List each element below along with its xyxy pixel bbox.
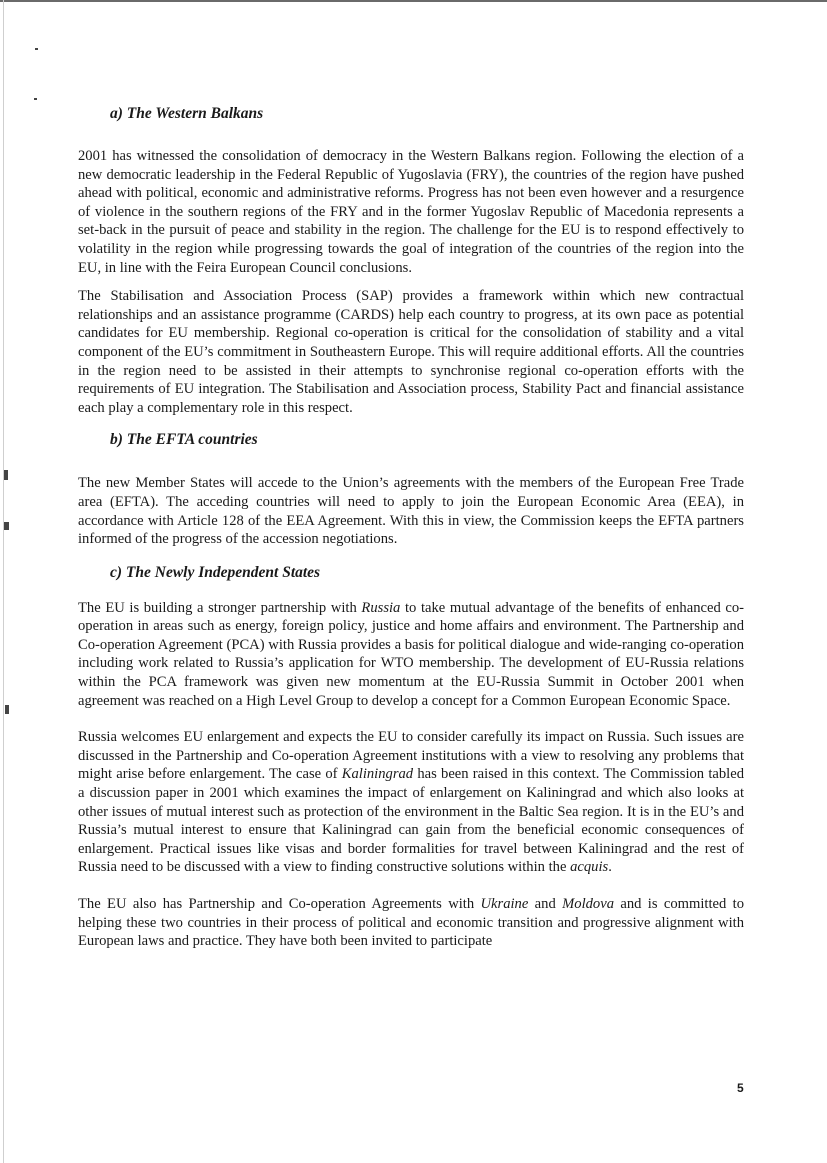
text-run: and bbox=[528, 896, 563, 912]
italic-term-moldova: Moldova bbox=[562, 896, 614, 912]
paragraph-nis-kaliningrad bbox=[78, 728, 744, 877]
paragraph-nis-russia bbox=[78, 599, 744, 711]
section-heading-western-balkans: a) The Western Balkans bbox=[110, 105, 264, 122]
italic-term-acquis: acquis bbox=[570, 859, 609, 876]
scan-speck bbox=[35, 48, 38, 50]
scan-speck bbox=[4, 470, 8, 480]
scan-top-edge bbox=[0, 0, 827, 2]
text-run: . bbox=[608, 859, 612, 876]
scan-speck bbox=[34, 98, 37, 100]
section-heading-efta: b) The EFTA countries bbox=[110, 431, 258, 449]
paragraph-western-balkans-1: 2001 has witnessed the consolidation of democracy in the Western Balkans region. Following the election of a new democratic leadership in the Federal Republic of Yugoslavia (FRY), the countries of the region have pushed ahead with political, economic and administrative reforms. Progress has not been even however and a resurgence of violence in the southern regions of the FRY and in the former Yugoslav Republic of Macedonia represents a set-back in the pursuit of peace and stability in the region. The challenge for the EU is to respond effectively to volatility in the region while progressing towards the goal of integration of the countries of the region into the EU, in line with the Feira European Council conclusions. bbox=[78, 148, 744, 276]
paragraph-efta: The new Member States will accede to the Union’s agreements with the members of the European Free Trade area (EFTA). The acceding countries will need to apply to join the European Economic Area (EEA), in accordance with Article 128 of the EEA Agreement. With this in view, the Commission keeps the EFTA partners informed of the progress of the accession negotiations. bbox=[78, 475, 744, 548]
page-number: 5 bbox=[737, 1081, 744, 1095]
text-run: Russia welcomes EU enlargement and expects the EU to consider carefully its impact on Russia. Such issues are discussed in the Partnership and Co-operation Agreement institutions with a view to resolving any problems that might arise before enlargement. The case of bbox=[78, 729, 744, 783]
scan-speck bbox=[4, 522, 9, 530]
scan-speck bbox=[5, 705, 9, 714]
italic-term-russia: Russia bbox=[361, 599, 401, 616]
paragraph-nis-ukraine-moldova bbox=[78, 895, 744, 951]
italic-term-ukraine: Ukraine bbox=[480, 896, 529, 912]
text-run: The EU also has Partnership and Co-operation Agreements with bbox=[78, 896, 481, 912]
paragraph-western-balkans-2: The Stabilisation and Association Process (SAP) provides a framework within which new contractual relationships and an assistance programme (CARDS) help each country to progress, at its own pace as potential candidates for EU membership. Regional co-operation is critical for the consolidation of stability and a vital component of the EU’s commitment in Southeastern Europe. This will require additional efforts. All the countries in the region need to be assisted in their attempts to synchronise regional co-operation efforts with the requirements of EU integration. The Stabilisation and Association process, Stability Pact and financial assistance each play a complementary role in this respect. bbox=[78, 288, 744, 416]
text-run: The EU is building a stronger partnership with bbox=[78, 599, 362, 616]
italic-term-kaliningrad: Kaliningrad bbox=[341, 766, 414, 783]
scan-left-edge bbox=[3, 0, 4, 1163]
text-run: and is committed to helping these two countries in their process of political and economic transition and progressive alignment with European laws and practice. They have both been invited to participate bbox=[78, 896, 744, 950]
document-page bbox=[78, 104, 744, 951]
text-run: to take mutual advantage of the benefits of enhanced co-operation in areas such as energy, foreign policy, justice and home affairs and environment. The Partnership and Co-operation Agreement (PCA) with Russia provides a basis for political dialogue and wide-ranging co-operation including work related to Russia’s application for WTO membership. The development of EU-Russia relations within the PCA framework was given new momentum at the EU-Russia Summit in October 2001 when agreement was reached on a High Level Group to develop a concept for a Common European Economic Space. bbox=[78, 599, 744, 709]
text-run: has been raised in this context. The Commission tabled a discussion paper in 2001 which examines the impact of enlargement on Kaliningrad and which also looks at other issues of mutual interest such as protection of the environment in the Baltic Sea region. It is in the EU’s and Russia’s mutual interest to ensure that Kaliningrad can gain from the beneficial economic consequences of enlargement. Practical issues like visas and border formalities for travel between Kaliningrad and the rest of Russia need to be discussed with a view to finding constructive solutions within the bbox=[78, 766, 744, 876]
section-heading-newly-independent-states: c) The Newly Independent States bbox=[110, 563, 321, 581]
